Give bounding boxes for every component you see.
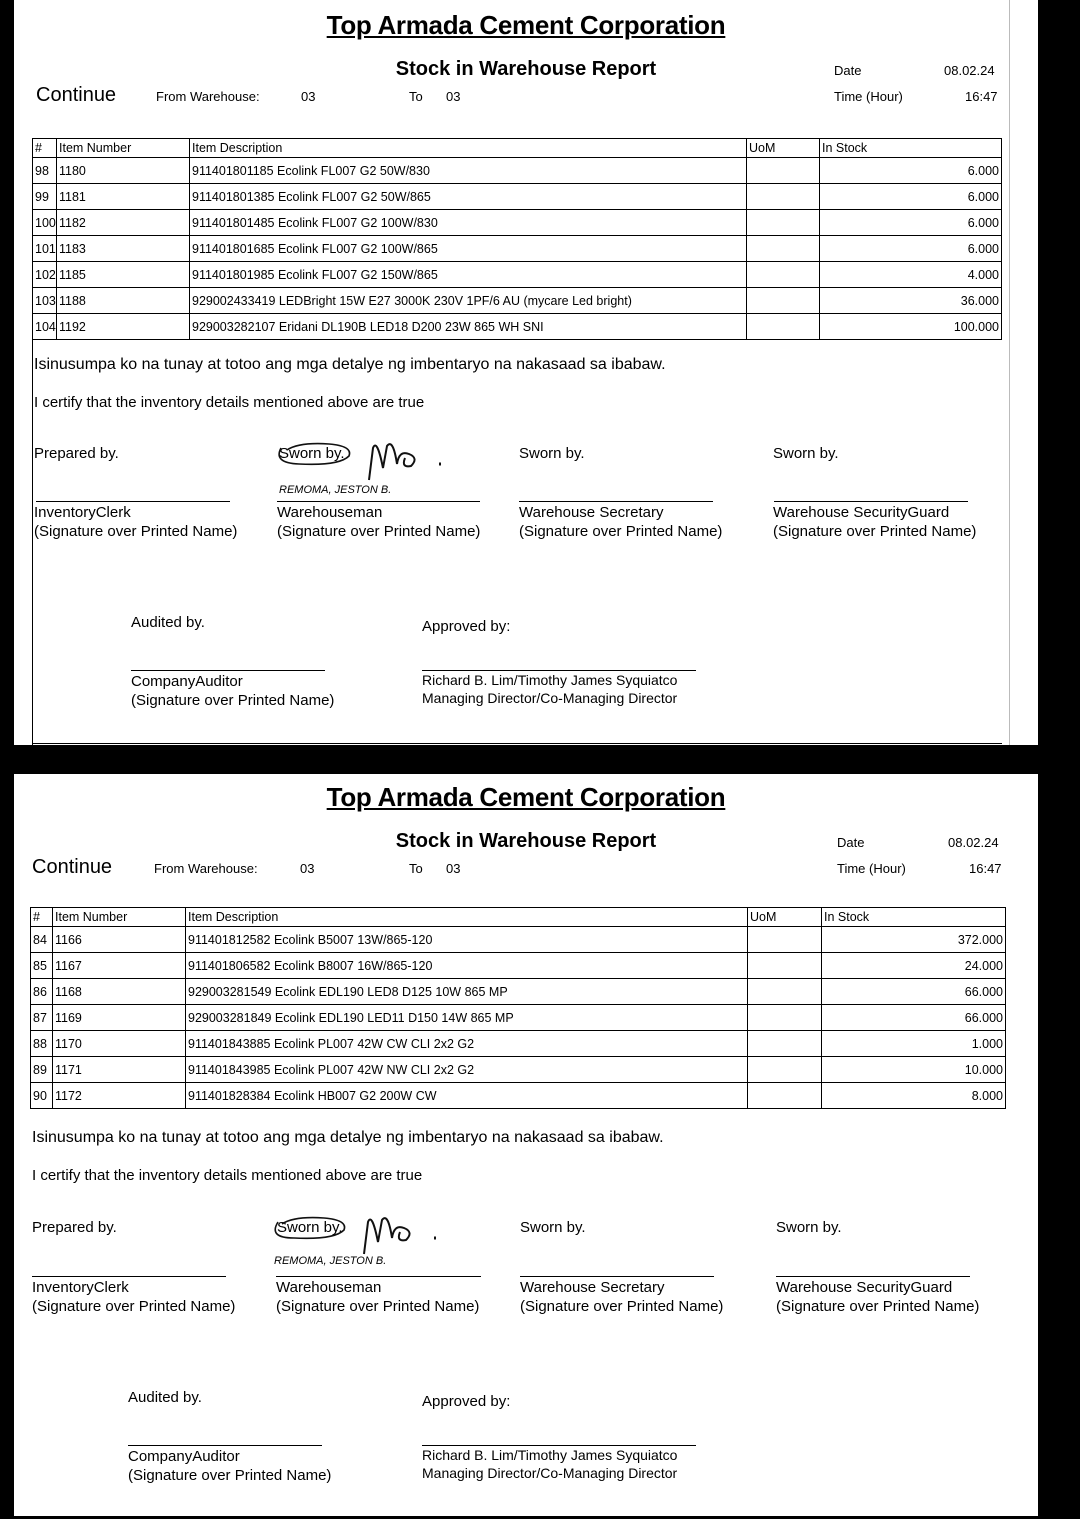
- company-title: Top Armada Cement Corporation: [326, 10, 726, 40]
- audited-by-label: Audited by.: [131, 614, 205, 631]
- statement-filipino: Isinusumpa ko na tunay at totoo ang mga detalye ng imbentaryo na nakasaad sa ibabaw.: [32, 1129, 664, 1146]
- signature-line: [776, 1276, 970, 1277]
- handwritten-signature: [264, 1202, 464, 1274]
- uom: [747, 262, 820, 288]
- row-number: 84: [31, 927, 53, 953]
- in-stock: 36.000: [820, 288, 1002, 314]
- signature-note: (Signature over Printed Name): [34, 523, 238, 540]
- signature-line: [520, 1276, 714, 1277]
- in-stock: 6.000: [820, 236, 1002, 262]
- continue-label: Continue: [32, 856, 113, 878]
- inventory-clerk-label: InventoryClerk: [32, 1279, 129, 1296]
- warehouseman-label: Warehouseman: [276, 1279, 382, 1296]
- in-stock: 372.000: [822, 927, 1006, 953]
- uom: [747, 288, 820, 314]
- statement-filipino: Isinusumpa ko na tunay at totoo ang mga detalye ng imbentaryo na nakasaad sa ibabaw.: [34, 356, 666, 373]
- approver-names: Richard B. Lim/Timothy James Syquiatco: [422, 1447, 678, 1463]
- prepared-by-label: Prepared by.: [32, 1219, 117, 1236]
- item-number: 1185: [57, 262, 190, 288]
- item-description: 911401812582 Ecolink B5007 13W/865-120: [186, 927, 748, 953]
- row-number: 88: [31, 1031, 53, 1057]
- sworn-by-label: Sworn by.: [277, 1219, 343, 1236]
- company-auditor-label: CompanyAuditor: [128, 1448, 240, 1465]
- item-number: 1167: [53, 953, 186, 979]
- statement-english: I certify that the inventory details mentioned above are true: [34, 394, 425, 411]
- item-number: 1166: [53, 927, 186, 953]
- table-row: [33, 158, 1002, 184]
- in-stock: 24.000: [822, 953, 1006, 979]
- in-stock: 1.000: [822, 1031, 1006, 1057]
- approver-titles: Managing Director/Co-Managing Director: [422, 1465, 678, 1481]
- from-warehouse-value: 03: [300, 861, 315, 876]
- uom: [747, 236, 820, 262]
- item-number: 1168: [53, 979, 186, 1005]
- item-description: 929002433419 LEDBright 15W E27 3000K 230V 1PF/6 AU (mycare Led bright): [190, 288, 747, 314]
- signature-line: [36, 501, 230, 502]
- signature-note: (Signature over Printed Name): [276, 1298, 480, 1315]
- signature-line: [774, 501, 968, 502]
- date-value: 08.02.24: [944, 63, 995, 78]
- item-description: 911401828384 Ecolink HB007 G2 200W CW: [186, 1083, 748, 1109]
- in-stock: 100.000: [820, 314, 1002, 340]
- approver-titles: Managing Director/Co-Managing Director: [422, 690, 678, 706]
- in-stock: 66.000: [822, 1005, 1006, 1031]
- table-row: [33, 236, 1002, 262]
- date-label: Date: [837, 835, 865, 850]
- uom: [748, 927, 822, 953]
- row-number: 104: [33, 314, 57, 340]
- date-label: Date: [834, 63, 862, 78]
- row-number: 102: [33, 262, 57, 288]
- row-number: 87: [31, 1005, 53, 1031]
- continue-label: Continue: [36, 84, 117, 106]
- from-warehouse-label: From Warehouse:: [156, 89, 260, 104]
- audited-by-label: Audited by.: [128, 1389, 202, 1406]
- page-right-margin: [1009, 0, 1038, 745]
- report-title: Stock in Warehouse Report: [395, 58, 657, 80]
- warehouse-secretary-label: Warehouse Secretary: [520, 1279, 665, 1296]
- report-page-1: [14, 0, 1038, 745]
- signature-line: [422, 1445, 696, 1446]
- item-description: 911401801185 Ecolink FL007 G2 50W/830: [190, 158, 747, 184]
- sworn-by-label: Sworn by.: [279, 445, 345, 462]
- col-header-in-stock: In Stock: [822, 908, 1006, 927]
- signature-line: [131, 670, 325, 671]
- table-row: [31, 1083, 1006, 1109]
- handwritten-name: REMOMA, JESTON B.: [274, 1255, 387, 1267]
- row-number: 85: [31, 953, 53, 979]
- table-row: [33, 288, 1002, 314]
- sworn-by-label: Sworn by.: [776, 1219, 842, 1236]
- security-guard-label: Warehouse SecurityGuard: [776, 1279, 953, 1296]
- to-warehouse-value: 03: [446, 861, 461, 876]
- time-label: Time (Hour): [834, 89, 903, 104]
- uom: [748, 1083, 822, 1109]
- from-warehouse-value: 03: [301, 89, 316, 104]
- item-number: 1188: [57, 288, 190, 314]
- signature-line: [32, 1276, 226, 1277]
- table-row: [33, 314, 1002, 340]
- handwritten-name: REMOMA, JESTON B.: [279, 484, 392, 496]
- in-stock: 6.000: [820, 210, 1002, 236]
- stock-table: [32, 138, 1002, 340]
- signature-note: (Signature over Printed Name): [128, 1467, 332, 1484]
- table-row: [33, 210, 1002, 236]
- item-description: 911401843885 Ecolink PL007 42W CW CLI 2x2 G2: [186, 1031, 748, 1057]
- item-number: 1183: [57, 236, 190, 262]
- to-label: To: [409, 861, 423, 876]
- signature-line: [422, 670, 696, 671]
- item-number: 1170: [53, 1031, 186, 1057]
- signature-note: (Signature over Printed Name): [32, 1298, 236, 1315]
- company-auditor-label: CompanyAuditor: [131, 673, 243, 690]
- statement-english: I certify that the inventory details mentioned above are true: [32, 1167, 423, 1184]
- row-number: 100: [33, 210, 57, 236]
- sworn-by-label: Sworn by.: [773, 445, 839, 462]
- report-page-2: [14, 774, 1038, 1516]
- uom: [747, 210, 820, 236]
- item-number: 1169: [53, 1005, 186, 1031]
- col-header-item-number: Item Number: [53, 908, 186, 927]
- time-label: Time (Hour): [837, 861, 906, 876]
- to-warehouse-value: 03: [446, 89, 461, 104]
- item-description: 929003282107 Eridani DL190B LED18 D200 23W 865 WH SNI: [190, 314, 747, 340]
- item-description: 911401801385 Ecolink FL007 G2 50W/865: [190, 184, 747, 210]
- time-value: 16:47: [969, 861, 1002, 876]
- item-number: 1172: [53, 1083, 186, 1109]
- signature-line: [276, 1276, 481, 1277]
- table-row: [33, 262, 1002, 288]
- approver-names: Richard B. Lim/Timothy James Syquiatco: [422, 672, 678, 688]
- row-number: 101: [33, 236, 57, 262]
- row-number: 89: [31, 1057, 53, 1083]
- page-border-bottom: [32, 743, 1002, 744]
- col-header-uom: UoM: [748, 908, 822, 927]
- table-row: [33, 184, 1002, 210]
- time-value: 16:47: [965, 89, 998, 104]
- signature-note: (Signature over Printed Name): [519, 523, 723, 540]
- col-header-description: Item Description: [190, 139, 747, 158]
- item-description: 911401806582 Ecolink B8007 16W/865-120: [186, 953, 748, 979]
- col-header-in-stock: In Stock: [820, 139, 1002, 158]
- in-stock: 6.000: [820, 158, 1002, 184]
- table-row: [31, 979, 1006, 1005]
- uom: [748, 979, 822, 1005]
- sworn-by-label: Sworn by.: [519, 445, 585, 462]
- warehouseman-label: Warehouseman: [277, 504, 383, 521]
- report-title: Stock in Warehouse Report: [395, 830, 657, 852]
- row-number: 90: [31, 1083, 53, 1109]
- item-description: 911401801485 Ecolink FL007 G2 100W/830: [190, 210, 747, 236]
- from-warehouse-label: From Warehouse:: [154, 861, 258, 876]
- approved-by-label: Approved by:: [422, 1393, 511, 1410]
- signature-note: (Signature over Printed Name): [520, 1298, 724, 1315]
- uom: [748, 953, 822, 979]
- table-row: [31, 927, 1006, 953]
- prepared-by-label: Prepared by.: [34, 445, 119, 462]
- in-stock: 10.000: [822, 1057, 1006, 1083]
- signature-line: [128, 1445, 322, 1446]
- col-header-description: Item Description: [186, 908, 748, 927]
- in-stock: 66.000: [822, 979, 1006, 1005]
- col-header-number: #: [33, 139, 57, 158]
- company-title: Top Armada Cement Corporation: [326, 782, 726, 812]
- item-description: 929003281849 Ecolink EDL190 LED11 D150 14W 865 MP: [186, 1005, 748, 1031]
- uom: [748, 1005, 822, 1031]
- row-number: 98: [33, 158, 57, 184]
- handwritten-signature: [269, 428, 469, 500]
- warehouse-secretary-label: Warehouse Secretary: [519, 504, 664, 521]
- uom: [748, 1031, 822, 1057]
- in-stock: 6.000: [820, 184, 1002, 210]
- signature-note: (Signature over Printed Name): [277, 523, 481, 540]
- page-border-left: [32, 340, 33, 745]
- signature-line: [277, 501, 480, 502]
- to-label: To: [409, 89, 423, 104]
- item-number: 1181: [57, 184, 190, 210]
- table-row: [31, 1005, 1006, 1031]
- signature-note: (Signature over Printed Name): [773, 523, 977, 540]
- inventory-clerk-label: InventoryClerk: [34, 504, 131, 521]
- item-description: 911401801985 Ecolink FL007 G2 150W/865: [190, 262, 747, 288]
- row-number: 103: [33, 288, 57, 314]
- uom: [747, 184, 820, 210]
- col-header-uom: UoM: [747, 139, 820, 158]
- row-number: 99: [33, 184, 57, 210]
- col-header-number: #: [31, 908, 53, 927]
- col-header-item-number: Item Number: [57, 139, 190, 158]
- item-number: 1180: [57, 158, 190, 184]
- uom: [747, 314, 820, 340]
- signature-line: [519, 501, 713, 502]
- uom: [747, 158, 820, 184]
- approved-by-label: Approved by:: [422, 618, 511, 635]
- in-stock: 8.000: [822, 1083, 1006, 1109]
- security-guard-label: Warehouse SecurityGuard: [773, 504, 950, 521]
- signature-note: (Signature over Printed Name): [776, 1298, 980, 1315]
- item-number: 1182: [57, 210, 190, 236]
- row-number: 86: [31, 979, 53, 1005]
- item-description: 911401801685 Ecolink FL007 G2 100W/865: [190, 236, 747, 262]
- uom: [748, 1057, 822, 1083]
- item-description: 929003281549 Ecolink EDL190 LED8 D125 10W 865 MP: [186, 979, 748, 1005]
- date-value: 08.02.24: [948, 835, 999, 850]
- sworn-by-label: Sworn by.: [520, 1219, 586, 1236]
- table-row: [31, 953, 1006, 979]
- item-number: 1171: [53, 1057, 186, 1083]
- item-description: 911401843985 Ecolink PL007 42W NW CLI 2x2 G2: [186, 1057, 748, 1083]
- stock-table: [30, 907, 1006, 1109]
- table-row: [31, 1057, 1006, 1083]
- in-stock: 4.000: [820, 262, 1002, 288]
- table-row: [31, 1031, 1006, 1057]
- signature-note: (Signature over Printed Name): [131, 692, 335, 709]
- item-number: 1192: [57, 314, 190, 340]
